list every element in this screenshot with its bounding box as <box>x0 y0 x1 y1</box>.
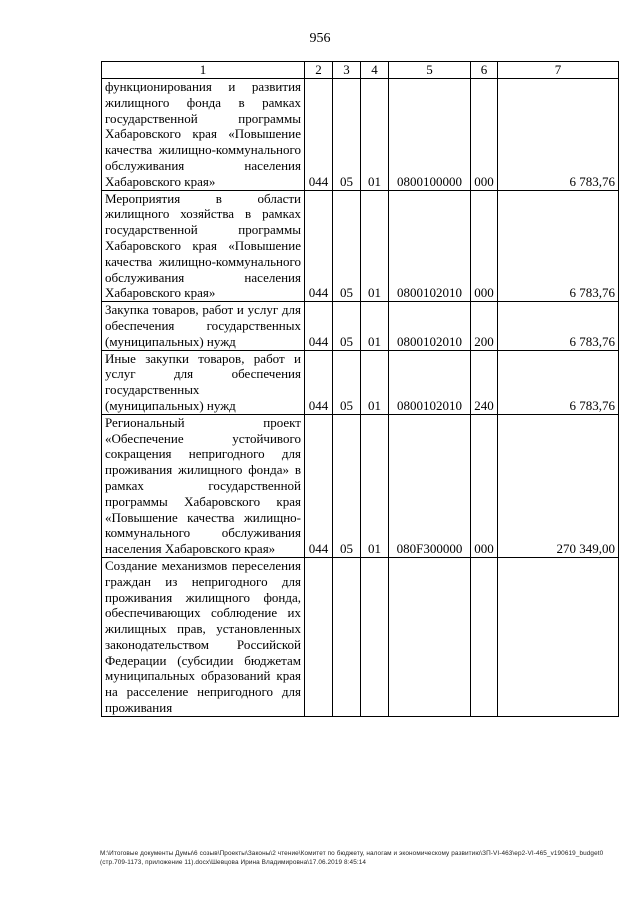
row-name: Мероприятия в области жилищного хозяйства в рамках государственной программы Хабаровского края «Повышение качества жилищно-коммунального обслуживания населения Хабаровского края» <box>102 190 305 302</box>
document-path-footer: М:\Итоговые документы Думы\6 созыв\Проекты\Законы\2 чтение\Комитет по бюджету, налогам и экономическому развитию\ЗП-VI-463\ер2-VI-465_v190619_budget0 (стр.709-1173, приложение 11).docx\Шевцова Ирина Владимировна\17.06.2019 8:45:14 <box>100 850 604 866</box>
row-expense-type: 000 <box>471 414 498 557</box>
row-target-article <box>389 557 471 716</box>
row-expense-type: 240 <box>471 350 498 414</box>
row-subsection-code <box>361 557 389 716</box>
row-expense-type: 000 <box>471 190 498 302</box>
row-expense-type: 200 <box>471 302 498 350</box>
row-target-article: 080F300000 <box>389 414 471 557</box>
row-name: Региональный проект «Обеспечение устойчивого сокращения непригодного для проживания жилищного фонда» в рамках государственной программы Хабаровского края «Повышение качества жилищно-коммунального обслуживания населения Хабаровского края» <box>102 414 305 557</box>
header-col-7: 7 <box>498 62 619 79</box>
header-col-3: 3 <box>333 62 361 79</box>
row-ministry-code: 044 <box>305 302 333 350</box>
row-name: Иные закупки товаров, работ и услуг для обеспечения государственных (муниципальных) нужд <box>102 350 305 414</box>
row-ministry-code <box>305 557 333 716</box>
row-target-article: 0800102010 <box>389 190 471 302</box>
header-col-1: 1 <box>102 62 305 79</box>
table-header-row <box>102 62 619 79</box>
header-col-2: 2 <box>305 62 333 79</box>
table-row <box>102 557 619 716</box>
budget-table <box>101 61 619 717</box>
row-section-code: 05 <box>333 302 361 350</box>
table-row <box>102 79 619 191</box>
page-number: 956 <box>309 31 331 46</box>
row-amount: 270 349,00 <box>498 414 619 557</box>
row-section-code: 05 <box>333 190 361 302</box>
row-section-code: 05 <box>333 414 361 557</box>
header-col-4: 4 <box>361 62 389 79</box>
row-amount: 6 783,76 <box>498 302 619 350</box>
row-subsection-code: 01 <box>361 79 389 191</box>
row-ministry-code: 044 <box>305 414 333 557</box>
row-target-article: 0800100000 <box>389 79 471 191</box>
row-amount <box>498 557 619 716</box>
row-ministry-code: 044 <box>305 350 333 414</box>
row-section-code: 05 <box>333 79 361 191</box>
row-amount: 6 783,76 <box>498 190 619 302</box>
row-section-code: 05 <box>333 350 361 414</box>
row-name: Создание механизмов переселения граждан из непригодного для проживания жилищного фонда, обеспечивающих соблюдение их жилищных прав, установленных законодательством Российской Федерации (субсидии бюджетам муниципальных образований края на расселение непригодного для проживания <box>102 557 305 716</box>
table-row <box>102 190 619 302</box>
row-amount: 6 783,76 <box>498 350 619 414</box>
row-subsection-code: 01 <box>361 302 389 350</box>
row-amount: 6 783,76 <box>498 79 619 191</box>
row-subsection-code: 01 <box>361 190 389 302</box>
table-row <box>102 350 619 414</box>
table-row <box>102 302 619 350</box>
header-col-6: 6 <box>471 62 498 79</box>
row-name: Закупка товаров, работ и услуг для обеспечения государственных (муниципальных) нужд <box>102 302 305 350</box>
row-subsection-code: 01 <box>361 350 389 414</box>
row-ministry-code: 044 <box>305 79 333 191</box>
header-col-5: 5 <box>389 62 471 79</box>
table-row <box>102 414 619 557</box>
row-ministry-code: 044 <box>305 190 333 302</box>
row-name: функционирования и развития жилищного фонда в рамках государственной программы Хабаровского края «Повышение качества жилищно-коммунального обслуживания населения Хабаровского края» <box>102 79 305 191</box>
row-expense-type <box>471 557 498 716</box>
row-section-code <box>333 557 361 716</box>
row-subsection-code: 01 <box>361 414 389 557</box>
row-target-article: 0800102010 <box>389 302 471 350</box>
row-target-article: 0800102010 <box>389 350 471 414</box>
row-expense-type: 000 <box>471 79 498 191</box>
